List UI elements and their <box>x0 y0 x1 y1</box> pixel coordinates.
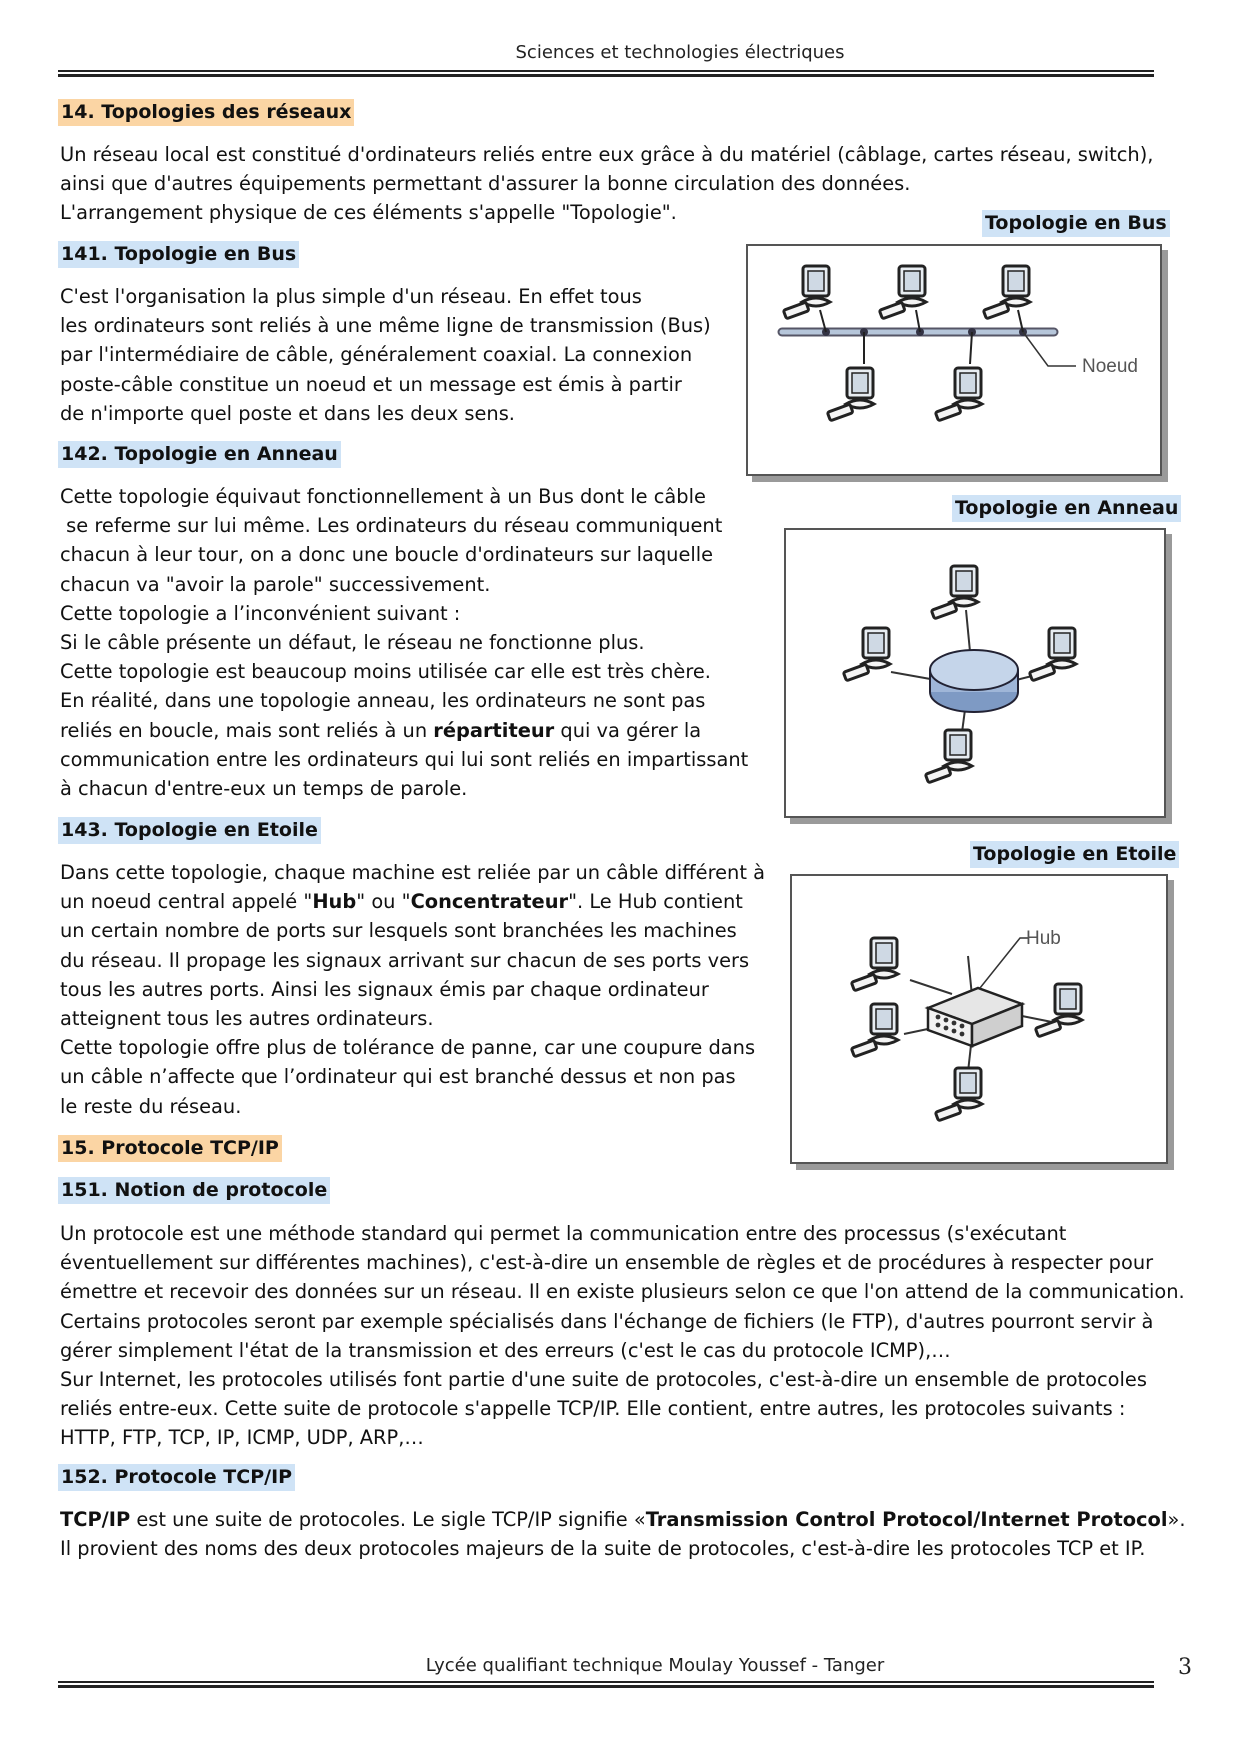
para-line: de n'importe quel poste et dans les deux sens. <box>60 401 515 425</box>
para-line: chacun à leur tour, on a donc une boucle d'ordinateurs sur laquelle <box>60 543 714 567</box>
computer-icon <box>783 266 830 319</box>
para-line: Si le câble présente un défaut, le réseau ne fonctionne plus. <box>60 631 645 655</box>
para-line: Cette topologie a l’inconvénient suivant : <box>60 601 461 625</box>
computer-icon <box>851 938 898 991</box>
para-line <box>60 716 748 745</box>
para-line: atteignent tous les autres ordinateurs. <box>60 1007 434 1031</box>
para-line: Sur Internet, les protocoles utilisés font partie d'une suite de protocoles, c'est-à-dire un ensemble de protocoles <box>60 1368 1147 1392</box>
para-143 <box>60 858 765 1121</box>
para-line: gérer simplement l'état de la transmission et des erreurs (c'est le cas du protocole ICMP),… <box>60 1338 951 1362</box>
computer-icon <box>935 368 982 421</box>
footer-rule-thick <box>58 1685 1154 1688</box>
para-151 <box>60 1219 1185 1453</box>
hub-device <box>928 988 1022 1046</box>
para-line: chacun va "avoir la parole" successivement. <box>60 572 491 596</box>
para-line: Cette topologie équivaut fonctionnellement à un Bus dont le câble <box>60 485 706 508</box>
para-line: émettre et recevoir des données sur un réseau. Il en existe plusieurs selon ce que l'on attend de la communication. <box>60 1280 1185 1304</box>
para-line: à chacun d'entre-eux un temps de parole. <box>60 777 468 801</box>
para-line: les ordinateurs sont reliés à une même ligne de transmission (Bus) <box>60 314 711 338</box>
computer-icon <box>983 266 1030 319</box>
page-footer: Lycée qualifiant technique Moulay Youssef - Tanger <box>425 1655 885 1676</box>
para-line: communication entre les ordinateurs qui lui sont reliés en impartissant <box>60 747 749 771</box>
para-line: un certain nombre de ports sur lesquels sont branchées les machines <box>60 919 737 943</box>
text-span: " ou " <box>356 890 411 914</box>
computer-icon <box>931 566 978 619</box>
para-line: Certains protocoles seront par exemple spécialisés dans l'échange de fichiers (le FTP), d'autres pourront servir à <box>60 1309 1154 1333</box>
heading-143: 143. Topologie en Etoile <box>58 817 321 844</box>
computer-icon <box>879 266 926 319</box>
text-span: ». <box>1167 1508 1186 1531</box>
para-line: Dans cette topologie, chaque machine est reliée par un câble différent à <box>60 861 765 884</box>
para-line: tous les autres ports. Ainsi les signaux émis par chaque ordinateur <box>60 977 709 1001</box>
figure-label-bus: Topologie en Bus <box>982 210 1170 237</box>
text-span: un noeud central appelé " <box>60 890 313 914</box>
heading-142: 142. Topologie en Anneau <box>58 441 341 468</box>
computer-icon <box>851 1004 898 1057</box>
bold-term: Hub <box>312 890 357 914</box>
para-line: Cette topologie offre plus de tolérance de panne, car une coupure dans <box>60 1036 756 1060</box>
para-line: du réseau. Il propage les signaux arrivant sur chacun de ses ports vers <box>60 948 750 972</box>
header-rule <box>58 70 1154 72</box>
footer-rule <box>58 1681 1154 1683</box>
computer-icon <box>843 628 890 681</box>
hub-label: Hub <box>1026 928 1061 949</box>
para-line: se referme sur lui même. Les ordinateurs du réseau communiquent <box>60 514 723 538</box>
page-header-title: Sciences et technologies électriques <box>515 42 845 63</box>
para-line: Un protocole est une méthode standard qui permet la communication entre des processus (s'exécutant <box>60 1222 1067 1245</box>
para-line: le reste du réseau. <box>60 1094 242 1118</box>
text-span: reliés en boucle, mais sont reliés à un <box>60 718 434 742</box>
computer-icon <box>827 368 874 421</box>
para-line: L'arrangement physique de ces éléments s'appelle "Topologie". <box>60 201 677 225</box>
noeud-label: Noeud <box>1082 356 1138 377</box>
computer-icon <box>925 730 972 783</box>
para-141 <box>60 282 711 428</box>
ring-diagram <box>786 530 1164 816</box>
para-line <box>60 887 765 916</box>
heading-152: 152. Protocole TCP/IP <box>58 1464 295 1491</box>
heading-15: 15. Protocole TCP/IP <box>58 1135 282 1162</box>
figure-star-topology <box>790 874 1168 1164</box>
computer-icon <box>1029 628 1076 681</box>
heading-151: 151. Notion de protocole <box>58 1177 330 1204</box>
para-line: poste-câble constitue un noeud et un message est émis à partir <box>60 372 682 396</box>
figure-label-star: Topologie en Etoile <box>970 841 1179 868</box>
para-142 <box>60 482 748 803</box>
bold-term: Transmission Control Protocol/Internet Protocol <box>645 1508 1168 1531</box>
bold-term: Concentrateur <box>410 890 569 914</box>
text-span: qui va gérer la <box>554 718 702 742</box>
para-line: par l'intermédiaire de câble, généralement coaxial. La connexion <box>60 343 693 367</box>
header-rule-thick <box>58 74 1154 77</box>
para-line <box>60 1505 1186 1534</box>
para-152 <box>60 1505 1186 1563</box>
heading-141: 141. Topologie en Bus <box>58 241 299 268</box>
text-span: est une suite de protocoles. Le sigle TCP/IP signifie « <box>130 1508 646 1531</box>
para-line: C'est l'organisation la plus simple d'un réseau. En effet tous <box>60 285 642 308</box>
text-span: ". Le Hub contient <box>568 890 743 914</box>
para-line: ainsi que d'autres équipements permettant d'assurer la bonne circulation des données. <box>60 172 911 196</box>
bold-term: TCP/IP <box>60 1508 131 1531</box>
para-line: reliés entre-eux. Cette suite de protocole s'appelle TCP/IP. Elle contient, entre autres, les protocoles suivants : <box>60 1397 1126 1421</box>
heading-14: 14. Topologies des réseaux <box>58 99 354 126</box>
figure-ring-topology <box>784 528 1166 818</box>
para-line: HTTP, FTP, TCP, IP, ICMP, UDP, ARP,… <box>60 1426 424 1450</box>
para-line: Cette topologie est beaucoup moins utilisée car elle est très chère. <box>60 660 711 684</box>
bus-diagram <box>748 246 1160 474</box>
bold-term: répartiteur <box>433 718 555 742</box>
star-diagram <box>792 876 1166 1162</box>
computer-icon <box>935 1068 982 1121</box>
para-line: éventuellement sur différentes machines), c'est-à-dire un ensemble de règles et de procédures à respecter pour <box>60 1251 1154 1275</box>
computer-icon <box>1035 984 1082 1037</box>
para-line: Un réseau local est constitué d'ordinateurs reliés entre eux grâce à du matériel (câblage, cartes réseau, switch), <box>60 143 1154 166</box>
para-line: Il provient des noms des deux protocoles majeurs de la suite de protocoles, c'est-à-dire les protocoles TCP et IP. <box>60 1537 1146 1561</box>
para-line: un câble n’affecte que l’ordinateur qui est branché dessus et non pas <box>60 1065 736 1089</box>
para-line: En réalité, dans une topologie anneau, les ordinateurs ne sont pas <box>60 689 706 713</box>
figure-bus-topology <box>746 244 1162 476</box>
figure-label-ring: Topologie en Anneau <box>952 495 1181 522</box>
page-number: 3 <box>1178 1655 1192 1680</box>
